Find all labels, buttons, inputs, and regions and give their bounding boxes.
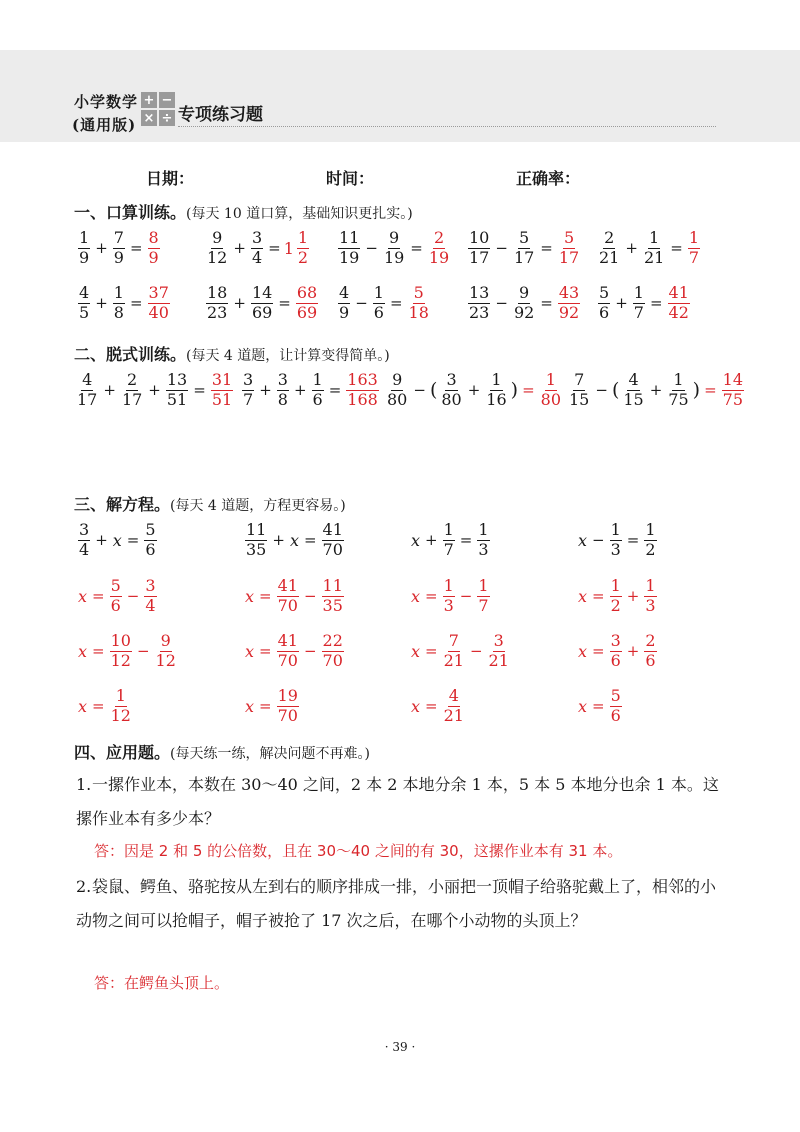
- equation-4: x − $\frac{1}{3}$ = $\frac{1}{2}$: [578, 520, 656, 559]
- fraction: $\frac{3}{6}$: [610, 631, 621, 670]
- equation-3-step-2: x = $\frac{7}{21}$ − $\frac{3}{21}$: [411, 631, 509, 670]
- equation-1-step-2: x = $\frac{10}{12}$ − $\frac{9}{12}$: [78, 631, 176, 670]
- fraction: $\frac{1}{3}$: [478, 520, 489, 559]
- fraction: $\frac{7}{15}$: [569, 370, 590, 409]
- operator-logo: [141, 92, 175, 126]
- section-title: 四、应用题。: [74, 743, 171, 762]
- fraction: $\frac{11}{35}$: [246, 520, 267, 559]
- fraction: $\frac{3}{8}$: [277, 370, 288, 409]
- fraction: $\frac{10}{12}$: [110, 631, 131, 670]
- date-label: 日期：: [146, 169, 195, 188]
- fraction: $\frac{7}{21}$: [443, 631, 464, 670]
- fraction: $\frac{1}{2}$: [610, 576, 621, 615]
- applied-problem-1: [76, 768, 726, 836]
- fraction: $\frac{9}{92}$: [513, 283, 535, 322]
- equation-1-solution: x = $\frac{1}{12}$: [78, 686, 131, 725]
- fraction: $\frac{1}{16}$: [486, 370, 507, 409]
- detach-item-4: $\frac{7}{15}$ − ( $\frac{4}{15}$ + $\frac{1}{75}$ ) = $\frac{14}{75}$: [569, 370, 744, 409]
- fraction: $\frac{9}{19}$: [383, 228, 405, 267]
- header-divider: [178, 126, 716, 127]
- fraction: $\frac{41}{70}$: [322, 520, 343, 559]
- section-title: 三、解方程。: [74, 495, 171, 514]
- fraction: $\frac{5}{6}$: [610, 686, 621, 725]
- fraction: $\frac{1}{9}$: [79, 228, 90, 267]
- fraction: $\frac{1}{7}$: [443, 520, 454, 559]
- series-title: 专项练习题: [178, 105, 263, 125]
- fraction: $\frac{1}{7}$: [478, 576, 489, 615]
- applied-problem-2: [76, 870, 726, 938]
- oral-item-2: $\frac{9}{12}$ + $\frac{3}{4}$ = 1 $\frac{1}{2}$: [207, 228, 309, 267]
- oral-item-9: $\frac{13}{23}$ − $\frac{9}{92}$ = $\frac{43}{92}$: [469, 283, 580, 322]
- oral-item-6: $\frac{4}{5}$ + $\frac{1}{8}$ = $\frac{37}{40}$: [79, 283, 169, 322]
- fraction: $\frac{1}{12}$: [110, 686, 131, 725]
- fraction: $\frac{1}{75}$: [668, 370, 689, 409]
- fraction: $\frac{3}{4}$: [251, 228, 263, 267]
- fraction: $\frac{4}{21}$: [443, 686, 464, 725]
- fraction: $\frac{5}{17}$: [513, 228, 535, 267]
- fraction: $\frac{9}{80}$: [387, 370, 408, 409]
- fraction: $\frac{18}{23}$: [207, 283, 228, 322]
- fraction: $\frac{1}{3}$: [443, 576, 454, 615]
- fraction: $\frac{4}{17}$: [77, 370, 98, 409]
- fraction: $\frac{10}{17}$: [469, 228, 490, 267]
- fraction: $\frac{9}{12}$: [207, 228, 228, 267]
- equation-4-solution: x = $\frac{5}{6}$: [578, 686, 621, 725]
- section-oral-heading: [74, 200, 413, 223]
- section-applied-heading: [74, 740, 370, 763]
- fraction: $\frac{1}{8}$: [113, 283, 124, 322]
- section-note: (每天练一练，解决问题不再难。): [170, 746, 370, 762]
- fraction: $\frac{2}{6}$: [645, 631, 656, 670]
- fraction: $\frac{41}{70}$: [277, 576, 298, 615]
- fraction: $\frac{3}{7}$: [243, 370, 254, 409]
- section-detach-heading: [74, 342, 390, 365]
- time-label: 时间：: [326, 169, 375, 188]
- answer-fraction: $\frac{41}{42}$: [668, 283, 689, 322]
- brand-edition: (通用版): [72, 116, 137, 134]
- oral-item-3: $\frac{11}{19}$ − $\frac{9}{19}$ = $\frac{2}{19}$: [339, 228, 450, 267]
- section-note: (每天 10 道口算，基础知识更扎实。): [186, 206, 413, 222]
- oral-item-1: $\frac{1}{9}$ + $\frac{7}{9}$ = $\frac{8}{9}$: [79, 228, 159, 267]
- answer-fraction: $\frac{31}{51}$: [211, 370, 233, 409]
- equation-3-solution: x = $\frac{4}{21}$: [411, 686, 464, 725]
- section-title: 二、脱式训练。: [74, 345, 187, 364]
- fraction: $\frac{1}{21}$: [643, 228, 665, 267]
- problem-text: 袋鼠、鳄鱼、骆驼按从左到右的顺序排成一排，小丽把一顶帽子给骆驼戴上了，相邻的小动物之间可以抢帽子，帽子被抢了 17 次之后，在哪个小动物的头顶上？: [76, 877, 717, 930]
- fraction: $\frac{22}{70}$: [322, 631, 343, 670]
- equation-4-step-2: x = $\frac{3}{6}$ + $\frac{2}{6}$: [578, 631, 656, 670]
- answer-fraction: $\frac{8}{9}$: [148, 228, 159, 267]
- fraction: $\frac{4}{9}$: [339, 283, 350, 322]
- fraction: $\frac{1}{3}$: [645, 576, 656, 615]
- fraction: $\frac{7}{9}$: [113, 228, 124, 267]
- oral-item-7: $\frac{18}{23}$ + $\frac{14}{69}$ = $\frac{68}{69}$: [207, 283, 318, 322]
- fraction: $\frac{11}{35}$: [322, 576, 343, 615]
- fraction: $\frac{9}{12}$: [155, 631, 176, 670]
- fraction: $\frac{1}{3}$: [610, 520, 621, 559]
- fraction: $\frac{13}{23}$: [469, 283, 490, 322]
- oral-item-4: $\frac{10}{17}$ − $\frac{5}{17}$ = $\frac{5}{17}$: [469, 228, 580, 267]
- answer-fraction: $\frac{5}{17}$: [558, 228, 580, 267]
- fraction: $\frac{1}{7}$: [633, 283, 644, 322]
- multiply-icon: ×: [141, 110, 157, 126]
- detach-item-1: $\frac{4}{17}$ + $\frac{2}{17}$ + $\frac{13}{51}$ = $\frac{31}{51}$: [77, 370, 233, 409]
- oral-item-5: $\frac{2}{21}$ + $\frac{1}{21}$ = $\frac{1}{7}$: [599, 228, 700, 267]
- problem-index: 2.: [76, 877, 92, 896]
- equation-2-step-2: x = $\frac{41}{70}$ − $\frac{22}{70}$: [245, 631, 343, 670]
- section-note: (每天 4 道题，方程更容易。): [170, 498, 346, 514]
- accuracy-label: 正确率：: [516, 169, 581, 188]
- oral-item-8: $\frac{4}{9}$ − $\frac{1}{6}$ = $\frac{5}{18}$: [339, 283, 429, 322]
- page-number: · 39 ·: [384, 1040, 416, 1054]
- fraction: $\frac{1}{2}$: [645, 520, 656, 559]
- section-title: 一、口算训练。: [74, 203, 187, 222]
- minus-icon: −: [159, 92, 175, 108]
- answer-fraction: $\frac{68}{69}$: [296, 283, 318, 322]
- fraction: $\frac{3}{21}$: [488, 631, 509, 670]
- fraction: $\frac{2}{21}$: [599, 228, 620, 267]
- equation-2-step-1: x = $\frac{41}{70}$ − $\frac{11}{35}$: [245, 576, 343, 615]
- section-note: (每天 4 道题，让计算变得简单。): [186, 348, 390, 364]
- section-equations-heading: [74, 492, 346, 515]
- equation-1-step-1: x = $\frac{5}{6}$ − $\frac{3}{4}$: [78, 576, 156, 615]
- fraction: $\frac{1}{6}$: [312, 370, 323, 409]
- answer-fraction: $\frac{43}{92}$: [558, 283, 580, 322]
- fraction: $\frac{41}{70}$: [277, 631, 298, 670]
- fraction: $\frac{19}{70}$: [277, 686, 298, 725]
- answer-fraction: $\frac{163}{168}$: [347, 370, 378, 409]
- answer-fraction: $\frac{2}{19}$: [428, 228, 450, 267]
- equation-1: $\frac{3}{4}$ + x = $\frac{5}{6}$: [79, 520, 156, 559]
- applied-answer-1: 答：因是 2 和 5 的公倍数，且在 30～40 之间的有 30，这摞作业本有 31 本。: [94, 842, 623, 860]
- answer-whole: 1: [283, 238, 294, 258]
- fraction: $\frac{4}{15}$: [623, 370, 644, 409]
- equation-3-step-1: x = $\frac{1}{3}$ − $\frac{1}{7}$: [411, 576, 489, 615]
- equation-2: $\frac{11}{35}$ + x = $\frac{41}{70}$: [246, 520, 343, 559]
- oral-item-10: $\frac{5}{6}$ + $\frac{1}{7}$ = $\frac{41}{42}$: [599, 283, 689, 322]
- answer-fraction: $\frac{37}{40}$: [148, 283, 169, 322]
- equation-3: x + $\frac{1}{7}$ = $\frac{1}{3}$: [411, 520, 489, 559]
- fraction: $\frac{14}{69}$: [251, 283, 273, 322]
- fraction: $\frac{3}{4}$: [79, 520, 90, 559]
- fraction: $\frac{5}{6}$: [110, 576, 121, 615]
- equation-4-step-1: x = $\frac{1}{2}$ + $\frac{1}{3}$: [578, 576, 656, 615]
- fraction: $\frac{1}{6}$: [373, 283, 384, 322]
- answer-fraction: $\frac{1}{2}$: [297, 228, 309, 267]
- detach-item-3: $\frac{9}{80}$ − ( $\frac{3}{80}$ + $\frac{1}{16}$ ) = $\frac{1}{80}$: [387, 370, 562, 409]
- answer-fraction: $\frac{1}{80}$: [540, 370, 562, 409]
- answer-fraction: $\frac{5}{18}$: [408, 283, 429, 322]
- fraction: $\frac{13}{51}$: [166, 370, 188, 409]
- plus-icon: +: [141, 92, 157, 108]
- problem-index: 1.: [76, 775, 92, 794]
- brand-title: 小学数学: [74, 93, 139, 111]
- answer-fraction: $\frac{1}{7}$: [688, 228, 700, 267]
- fraction: $\frac{2}{17}$: [121, 370, 143, 409]
- problem-text: 一摞作业本，本数在 30～40 之间，2 本 2 本地分余 1 本，5 本 5 本地分也余 1 本。这摞作业本有多少本？: [76, 775, 719, 828]
- divide-icon: ÷: [159, 110, 175, 126]
- fraction: $\frac{3}{4}$: [145, 576, 156, 615]
- detach-item-2: $\frac{3}{7}$ + $\frac{3}{8}$ + $\frac{1}{6}$ = $\frac{163}{168}$: [243, 370, 378, 409]
- applied-answer-2: 答：在鳄鱼头顶上。: [94, 974, 230, 992]
- fraction: $\frac{11}{19}$: [339, 228, 360, 267]
- fraction: $\frac{3}{80}$: [441, 370, 462, 409]
- answer-fraction: $\frac{14}{75}$: [722, 370, 744, 409]
- equation-2-solution: x = $\frac{19}{70}$: [245, 686, 298, 725]
- fraction: $\frac{4}{5}$: [79, 283, 90, 322]
- fraction: $\frac{5}{6}$: [599, 283, 610, 322]
- fraction: $\frac{5}{6}$: [145, 520, 156, 559]
